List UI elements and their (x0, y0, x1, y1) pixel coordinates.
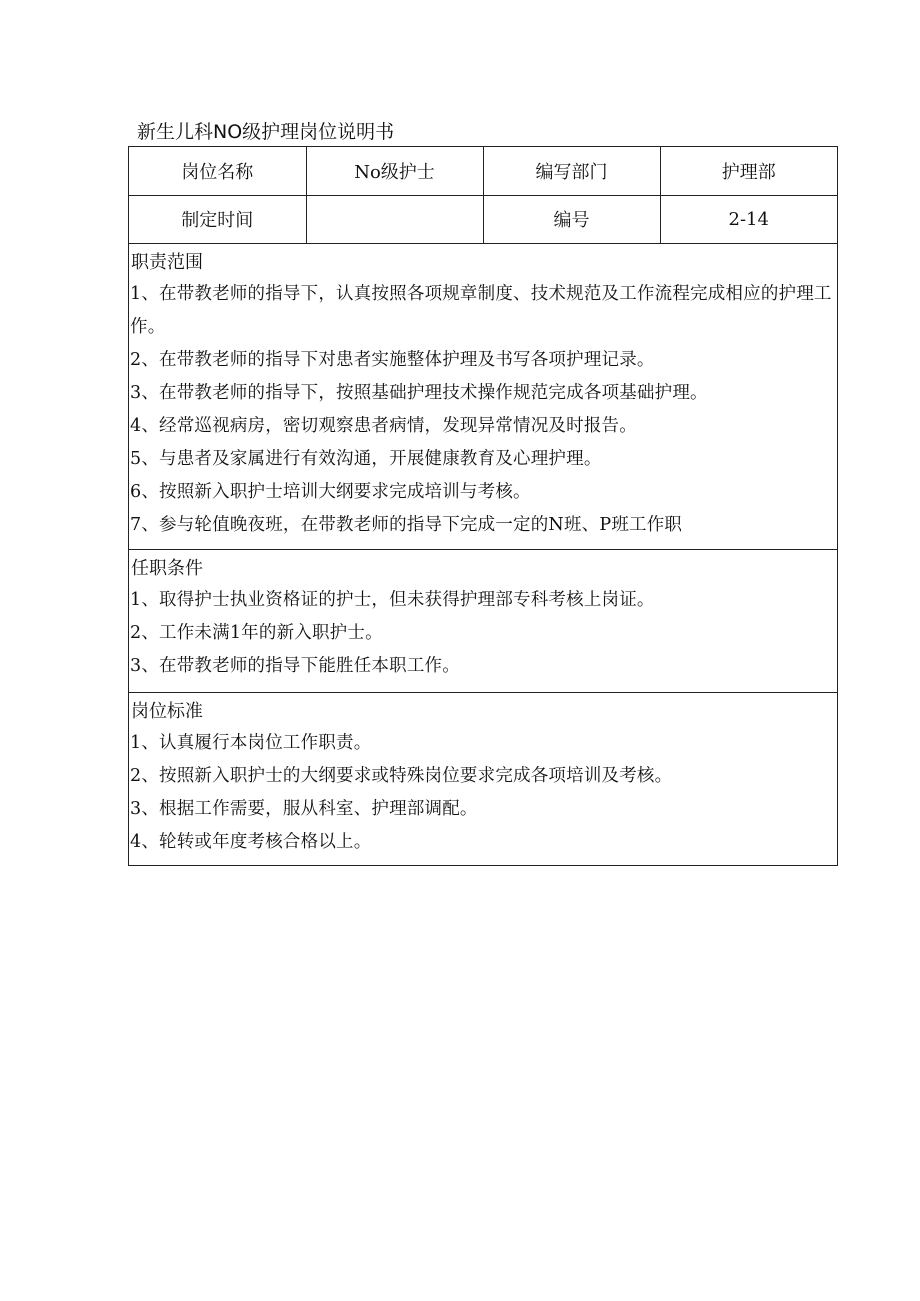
duties-section (129, 244, 837, 550)
label-date: 制定时间 (129, 195, 306, 243)
list-item: 1、取得护士执业资格证的护士，但未获得护理部专科考核上岗证。 (130, 589, 655, 610)
list-item: 5、与患者及家属进行有效沟通，开展健康教育及心理护理。 (130, 448, 602, 469)
list-item: 3、在带教老师的指导下，按照基础护理技术操作规范完成各项基础护理。 (130, 382, 708, 403)
duties-list (129, 278, 837, 542)
label-department: 编写部门 (483, 147, 660, 195)
section-heading: 职责范围 (131, 251, 203, 273)
value-department: 护理部 (660, 147, 837, 195)
value-number: 2-14 (660, 195, 837, 243)
list-item: 4、轮转或年度考核合格以上。 (130, 831, 372, 852)
list-item: 3、在带教老师的指导下能胜任本职工作。 (130, 655, 460, 676)
label-position-name: 岗位名称 (129, 147, 306, 195)
table-row (129, 195, 837, 243)
job-description-sheet (128, 146, 838, 866)
list-item: 7、参与轮值晚夜班，在带教老师的指导下完成一定的N班、P班工作职 (130, 514, 683, 535)
list-item: 2、按照新入职护士的大纲要求或特殊岗位要求完成各项培训及考核。 (130, 765, 673, 786)
value-position-name: No级护士 (306, 147, 483, 195)
section-heading: 岗位标准 (131, 700, 203, 722)
qualifications-section (129, 550, 837, 693)
list-item: 4、经常巡视病房，密切观察患者病情，发现异常情况及时报告。 (130, 415, 637, 436)
value-date (306, 195, 483, 243)
label-number: 编号 (483, 195, 660, 243)
qualifications-list (129, 584, 837, 683)
standards-section (129, 693, 837, 865)
list-item: 2、工作未满1年的新入职护士。 (130, 622, 383, 643)
document-title: 新生儿科NO级护理岗位说明书 (137, 121, 395, 143)
list-item: 1、认真履行本岗位工作职责。 (130, 732, 372, 753)
list-item: 1、在带教老师的指导下，认真按照各项规章制度、技术规范及工作流程完成相应的护理工作。 (130, 283, 832, 337)
section-heading: 任职条件 (131, 557, 203, 579)
info-table (129, 147, 837, 244)
standards-list (129, 727, 837, 859)
list-item: 6、按照新入职护士培训大纲要求完成培训与考核。 (130, 481, 531, 502)
table-row (129, 147, 837, 195)
list-item: 2、在带教老师的指导下对患者实施整体护理及书写各项护理记录。 (130, 349, 655, 370)
list-item: 3、根据工作需要，服从科室、护理部调配。 (130, 798, 478, 819)
